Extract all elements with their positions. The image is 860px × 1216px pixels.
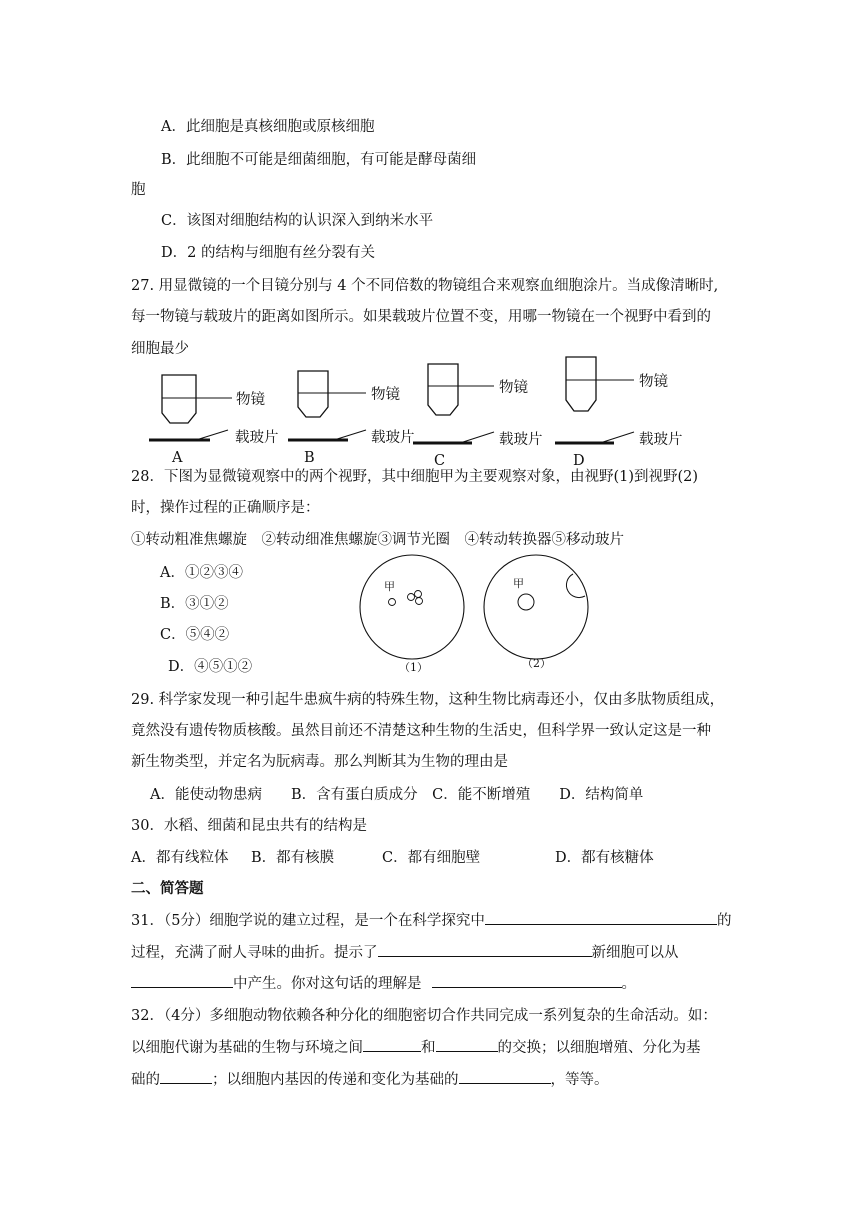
q29-stem-line2: 竟然没有遗传物质核酸。虽然目前还不清楚这种生物的生活史，但科学界一致认定这是一种 bbox=[131, 723, 711, 739]
q28-option-b: B．③①② bbox=[160, 596, 229, 612]
q31-blank-1[interactable] bbox=[485, 910, 717, 925]
q28-option-c: C．⑤④② bbox=[160, 627, 230, 643]
q32-blank-3[interactable] bbox=[160, 1069, 212, 1084]
q32-text-5: ；以细胞内基因的传递和变化为基础的 bbox=[212, 1072, 459, 1088]
q31-text-3: 过程，充满了耐人寻味的曲折。提示了 bbox=[131, 945, 378, 961]
q32-text-6: ，等等。 bbox=[550, 1072, 609, 1088]
q32-blank-2[interactable] bbox=[436, 1037, 498, 1052]
letter-d: D bbox=[573, 453, 585, 469]
q27-stem-line2: 每一物镜与载玻片的距离如图所示。如果载玻片位置不变，用哪一物镜在一个视野中看到的 bbox=[131, 309, 711, 325]
q28-stem-line2: 时，操作过程的正确顺序是： bbox=[131, 500, 320, 516]
objective-label-c: 物镜 bbox=[499, 380, 528, 396]
q31-text-2: 的 bbox=[716, 913, 732, 929]
field-label-1: （1） bbox=[399, 661, 428, 674]
q30-option-a: A．都有线粒体 bbox=[131, 850, 229, 866]
q32-text-3: 的交换；以细胞增殖、分化为基 bbox=[497, 1040, 701, 1056]
q31-line3 bbox=[131, 973, 636, 994]
q27-stem-line3: 细胞最少 bbox=[131, 341, 189, 357]
letter-c: C bbox=[434, 453, 446, 469]
q30-option-d: D．都有核糖体 bbox=[555, 850, 654, 866]
q29-stem-line3: 新生物类型，并定名为朊病毒。那么判断其为生物的理由是 bbox=[131, 754, 508, 770]
q32-text-4: 础的 bbox=[131, 1072, 160, 1088]
q26-option-a: A．此细胞是真核细胞或原核细胞 bbox=[161, 119, 375, 135]
section-title: 二、简答题 bbox=[131, 880, 204, 897]
q32-blank-4[interactable] bbox=[459, 1069, 551, 1084]
q31-text-4: 新细胞可以从 bbox=[591, 945, 679, 961]
q32-line1: 32．（4分）多细胞动物依赖各种分化的细胞密切合作共同完成一系列复杂的生命活动。如： bbox=[131, 1008, 717, 1024]
q26-option-d: D．2 的结构与细胞有丝分裂有关 bbox=[161, 245, 375, 261]
q31-text-5: 中产生。你对这句话的理解是 bbox=[233, 976, 422, 992]
letter-a: A bbox=[172, 450, 183, 466]
q26-option-b-continued: 胞 bbox=[131, 182, 146, 198]
q32-line3 bbox=[131, 1069, 609, 1090]
q29-options: A．能使动物患病 B．含有蛋白质成分 C．能不断增殖 D．结构简单 bbox=[150, 787, 644, 803]
q31-blank-2[interactable] bbox=[378, 942, 592, 957]
letter-b: B bbox=[304, 450, 315, 466]
slide-label-d: 载玻片 bbox=[639, 432, 683, 448]
q30-option-c: C．都有细胞壁 bbox=[382, 850, 481, 866]
cell-label-1: 甲 bbox=[384, 580, 395, 593]
slide-label-c: 载玻片 bbox=[499, 432, 543, 448]
field-label-2: （2） bbox=[522, 657, 551, 670]
q32-text-1: 以细胞代谢为基础的生物与环境之间 bbox=[131, 1040, 363, 1056]
q31-text-6: 。 bbox=[621, 976, 636, 992]
q31-line2 bbox=[131, 942, 679, 963]
q32-text-2: 和 bbox=[421, 1040, 436, 1056]
q29-stem-line1: 29. 科学家发现一种引起牛患疯牛病的特殊生物，这种生物比病毒还小，仅由多肽物质组成， bbox=[131, 692, 725, 708]
q31-blank-3[interactable] bbox=[131, 973, 233, 988]
q28-option-d: D．④⑤①② bbox=[168, 659, 253, 675]
slide-label-b: 载玻片 bbox=[371, 430, 415, 446]
field-of-view-2 bbox=[484, 555, 588, 670]
cell-label-2: 甲 bbox=[513, 577, 524, 590]
q26-option-b: B．此细胞不可能是细菌细胞，有可能是酵母菌细 bbox=[161, 152, 477, 168]
q26-option-c: C．该图对细胞结构的认识深入到纳米水平 bbox=[161, 213, 434, 229]
q32-line2 bbox=[131, 1037, 701, 1058]
slide-label-a: 载玻片 bbox=[235, 430, 279, 446]
objective-label-d: 物镜 bbox=[639, 374, 668, 390]
q31-line1 bbox=[131, 910, 731, 931]
q30-stem: 30．水稻、细菌和昆虫共有的结构是 bbox=[131, 818, 367, 834]
field-of-view-1 bbox=[360, 555, 464, 674]
q28-steps: ①转动粗准焦螺旋 ②转动细准焦螺旋③调节光圈 ④转动转换器⑤移动玻片 bbox=[131, 532, 624, 548]
q32-blank-1[interactable] bbox=[363, 1037, 421, 1052]
q28-stem-line1: 28．下图为显微镜观察中的两个视野，其中细胞甲为主要观察对象，由视野(1)到视野(2) bbox=[131, 469, 699, 485]
objective-label-a: 物镜 bbox=[236, 392, 265, 408]
q27-stem-line1: 27. 用显微镜的一个目镜分别与 4 个不同倍数的物镜组合来观察血细胞涂片。当成像清晰时, bbox=[131, 278, 719, 294]
q31-text-1: 31．（5分）细胞学说的建立过程，是一个在科学探究中 bbox=[131, 913, 485, 929]
q28-option-a: A．①②③④ bbox=[160, 565, 243, 581]
objective-label-b: 物镜 bbox=[371, 387, 400, 403]
q30-option-b: B．都有核膜 bbox=[251, 850, 335, 866]
q31-blank-4[interactable] bbox=[432, 973, 622, 988]
